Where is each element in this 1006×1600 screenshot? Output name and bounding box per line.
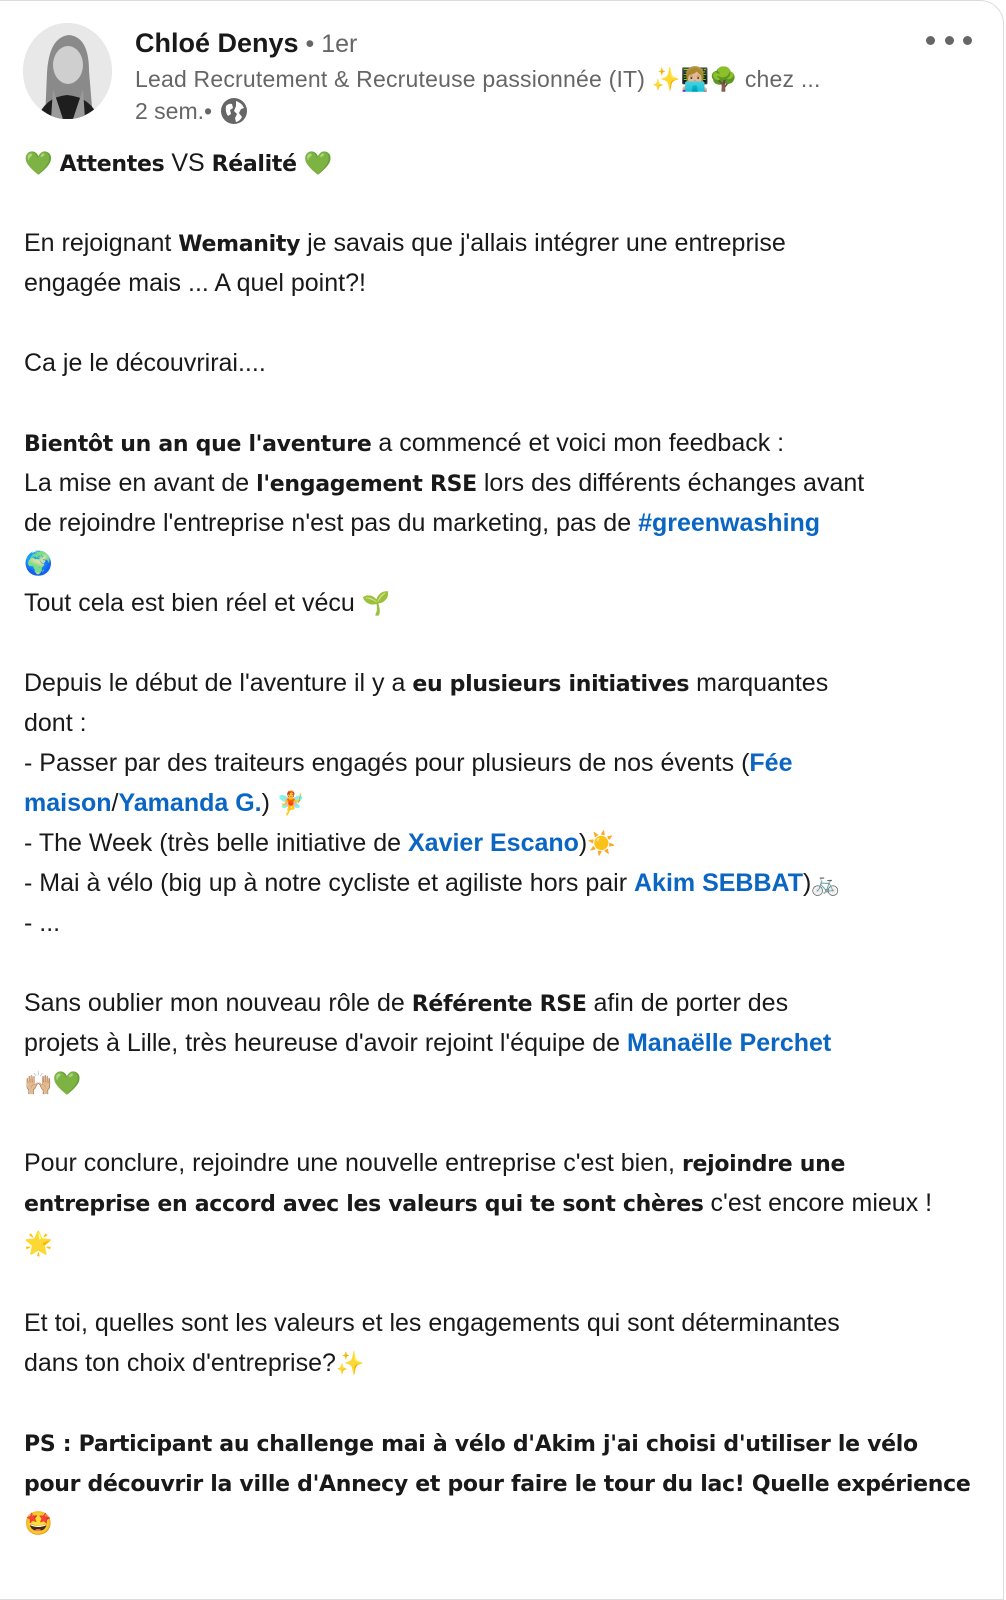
- text: Sans oublier mon nouveau rôle de: [24, 989, 412, 1017]
- bold-text: pour découvrir la ville d'Annecy et pour faire le tour du lac! Quelle expérience: [24, 1472, 971, 1497]
- bold-text: rejoindre une: [681, 1152, 846, 1177]
- more-options-icon: [926, 36, 935, 45]
- bold-text: eu plusieurs initiatives: [412, 672, 690, 697]
- bold-text: entreprise en accord avec les valeurs qui te sont chères: [24, 1192, 704, 1217]
- post-time: 2 sem.: [135, 98, 205, 124]
- bicycle-icon: 🚲: [811, 871, 840, 897]
- paragraph-line: [24, 1023, 984, 1063]
- paragraph-line: [24, 543, 984, 583]
- text: En rejoignant: [24, 229, 179, 257]
- more-options-icon: [945, 36, 954, 45]
- bold-text: Participant au challenge mai à vélo d'Akim j'ai choisi d'utiliser le vélo: [78, 1432, 918, 1457]
- separator-dot: •: [298, 30, 322, 58]
- mention-fee-maison-link[interactable]: maison: [24, 789, 112, 817]
- seedling-icon: 🌱: [361, 591, 391, 617]
- text: lors des différents échanges avant: [476, 469, 865, 497]
- text: ): [578, 829, 588, 857]
- bold-text: PS: [24, 1432, 56, 1457]
- star-struck-icon: 🤩: [24, 1511, 53, 1537]
- paragraph-line: [24, 1343, 984, 1383]
- globe-icon: [220, 97, 248, 125]
- text: ): [261, 789, 277, 817]
- text: afin de porter des: [586, 989, 789, 1017]
- paragraph-line: [24, 1183, 984, 1223]
- mention-xavier-escano-link[interactable]: Xavier Escano: [407, 829, 579, 857]
- paragraph-line: [24, 423, 984, 463]
- text: Depuis le début de l'aventure il y a: [24, 669, 413, 697]
- author-name[interactable]: Chloé Denys: [135, 28, 299, 58]
- post-body: [24, 143, 984, 1543]
- paragraph-line: Ca je le découvrirai....: [24, 349, 266, 377]
- author-avatar[interactable]: [23, 23, 112, 119]
- post-header: [0, 0, 1006, 140]
- text: Pour conclure, rejoindre une nouvelle entreprise c'est bien,: [24, 1149, 682, 1177]
- bold-text: Bientôt un an que l'aventure: [24, 432, 372, 457]
- bold-text: Référente RSE: [411, 992, 587, 1017]
- text: La mise en avant de: [24, 469, 257, 497]
- mention-manaelle-perchet-link[interactable]: Manaëlle Perchet: [626, 1029, 832, 1057]
- connection-degree: 1er: [321, 30, 358, 58]
- paragraph-line: [24, 1063, 984, 1103]
- sparkles-icon: ✨: [335, 1351, 365, 1377]
- fairy-icon: 🧚: [276, 791, 306, 817]
- paragraph-line: [24, 463, 984, 503]
- bold-text: l'engagement RSE: [256, 472, 477, 497]
- paragraph-line: [24, 983, 984, 1023]
- mention-yamanda-link[interactable]: Yamanda G.: [118, 789, 262, 817]
- paragraph-line: [24, 783, 984, 823]
- text: Tout cela est bien réel et vécu: [24, 589, 362, 617]
- mention-akim-sebbat-link[interactable]: Akim SEBBAT: [634, 869, 804, 897]
- more-options-button[interactable]: [926, 30, 972, 50]
- glowing-star-icon: 🌟: [24, 1231, 53, 1257]
- mention-fee-maison-link[interactable]: Fée: [749, 749, 793, 777]
- title-text: VS: [164, 149, 212, 177]
- green-heart-icon: 💚: [303, 151, 333, 177]
- text: c'est encore mieux !: [703, 1189, 933, 1217]
- paragraph-line: [24, 823, 984, 863]
- text: projets à Lille, très heureuse d'avoir rejoint l'équipe de: [24, 1029, 627, 1057]
- author-name-line: [135, 24, 357, 63]
- green-heart-icon: 💚: [52, 1071, 82, 1097]
- more-options-icon: [963, 36, 972, 45]
- paragraph-line: [24, 223, 984, 263]
- globe-earth-icon: 🌍: [24, 551, 53, 577]
- raising-hands-icon: 🙌🏼: [24, 1071, 53, 1097]
- paragraph-line: [24, 1463, 984, 1503]
- text: dans ton choix d'entreprise?: [24, 1349, 336, 1377]
- author-headline: Lead Recrutement & Recruteuse passionnée (IT) ✨👩🏼‍💻🌳 chez ...: [135, 66, 821, 92]
- post-meta: [135, 94, 248, 128]
- paragraph-line: Et toi, quelles sont les valeurs et les engagements qui sont déterminantes: [24, 1309, 840, 1337]
- text: - Mai à vélo (big up à notre cycliste et agiliste hors pair: [24, 869, 634, 897]
- paragraph-line: [24, 663, 984, 703]
- paragraph-line: [24, 1423, 984, 1463]
- text: ): [803, 869, 812, 897]
- text: /: [111, 789, 119, 817]
- paragraph-line: engagée mais ... A quel point?!: [24, 269, 366, 297]
- bold-text: :: [55, 1432, 79, 1457]
- text: - The Week (très belle initiative de: [24, 829, 408, 857]
- text: de rejoindre l'entreprise n'est pas du marketing, pas de: [24, 509, 639, 537]
- bold-text: Wemanity: [178, 232, 301, 257]
- paragraph-line: [24, 503, 984, 543]
- text: marquantes: [689, 669, 829, 697]
- post-title: [24, 143, 984, 183]
- paragraph-line: dont :: [24, 709, 87, 737]
- avatar-photo-icon: [23, 23, 112, 119]
- paragraph-line: [24, 1143, 984, 1183]
- hashtag-greenwashing-link[interactable]: #greenwashing: [638, 509, 821, 537]
- text: je savais que j'allais intégrer une entreprise: [300, 229, 786, 257]
- text: - Passer par des traiteurs engagés pour plusieurs de nos évents (: [24, 749, 750, 777]
- paragraph-line: - ...: [24, 909, 61, 937]
- paragraph-line: [24, 863, 984, 903]
- title-bold: Attentes: [59, 152, 165, 177]
- meta-separator: •: [204, 98, 213, 124]
- title-bold: Réalité: [211, 152, 297, 177]
- sun-icon: ☀️: [587, 831, 616, 857]
- paragraph-line: [24, 743, 984, 783]
- paragraph-line: [24, 583, 984, 623]
- paragraph-line: [24, 1503, 984, 1543]
- text: a commencé et voici mon feedback :: [371, 429, 785, 457]
- paragraph-line: [24, 1223, 984, 1263]
- green-heart-icon: 💚: [24, 151, 53, 177]
